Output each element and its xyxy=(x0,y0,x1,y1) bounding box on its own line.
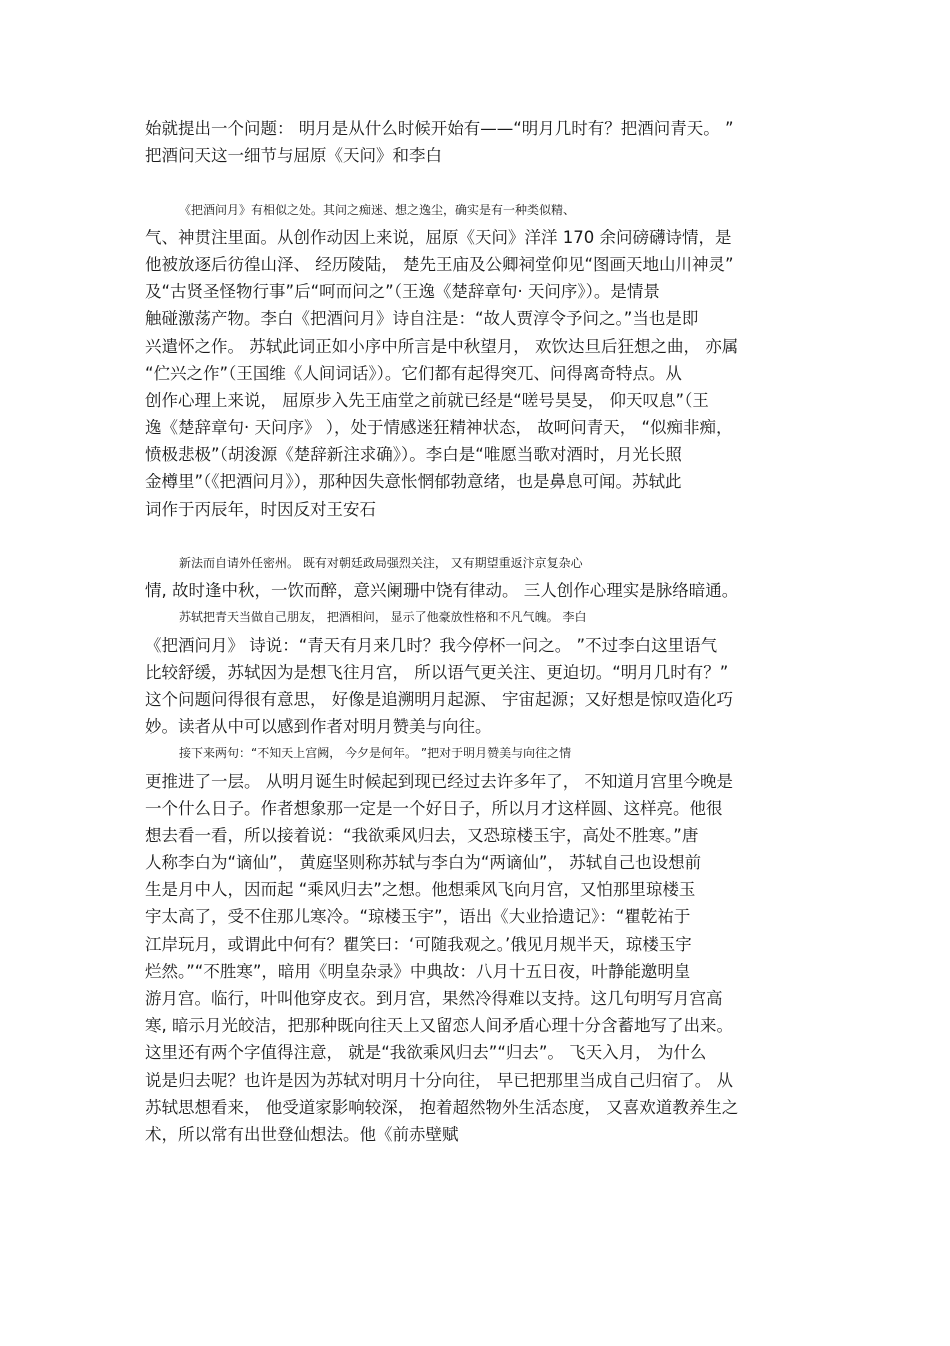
text-line: 触碰激荡产物。李白《把酒问月》诗自注是：“故人贾淳令予问之。”当也是即 xyxy=(145,309,699,329)
text-line: 这个问题问得很有意思， 好像是追溯明月起源、 宇宙起源；又好想是惊叹造化巧 xyxy=(145,689,733,709)
text-line: 寒, 暗示月光皎洁，把那种既向往天上又留恋人间矛盾心理十分含蓄地写了出来。 xyxy=(145,1016,733,1036)
text-line: 及“古贤圣怪物行事”后“呵而问之”（王逸《楚辞章句· 天问序》）。是情景 xyxy=(145,282,660,302)
document-body xyxy=(145,115,810,1148)
text-line: 术，所以常有出世登仙想法。他《前赤壁赋 xyxy=(145,1124,459,1144)
text-line: 生是月中人，因而起 “乘风归去”之想。他想乘风飞向月宫，又怕那里琼楼玉 xyxy=(145,880,696,900)
text-line: 这里还有两个字值得注意， 就是“我欲乘风归去”“归去”。 飞天入月， 为什么 xyxy=(145,1043,707,1063)
text-line: 苏轼把青天当做自己朋友， 把酒相问， 显示了他豪放性格和不凡气魄。 李白 xyxy=(179,610,587,625)
text-line: 人称李白为“谪仙”， 黄庭坚则称苏轼与李白为“两谪仙”， 苏轼自己也设想前 xyxy=(145,853,702,873)
text-line: 愤极悲极”（胡浚源《楚辞新注求确》）。李白是“唯愿当歌对酒时，月光长照 xyxy=(145,445,682,465)
paragraph xyxy=(145,550,810,1148)
paragraph-gap xyxy=(145,169,810,196)
text-line: 新法而自请外任密州。 既有对朝廷政局强烈关注， 又有期望重返汴京复杂心 xyxy=(179,556,583,570)
text-line: 情, 故时逢中秋，一饮而醉，意兴阑珊中饶有律动。 三人创作心理实是脉络暗通。 xyxy=(145,581,739,601)
paragraph-gap xyxy=(145,523,810,550)
text-line: 想去看一看，所以接着说：“我欲乘风归去，又恐琼楼玉宇，高处不胜寒。”唐 xyxy=(145,825,699,845)
text-line: 说是归去呢？也许是因为苏轼对明月十分向往， 早已把那里当成自己归宿了。 从 xyxy=(145,1070,733,1090)
text-line: 一个什么日子。作者想象那一定是一个好日子，所以月才这样圆、这样亮。他很 xyxy=(145,798,723,818)
text-line: “伫兴之作”（王国维《人间词话》）。它们都有起得突兀、问得离奇特点。从 xyxy=(145,363,682,383)
text-line: 金樽里”（《把酒问月》），那种因失意怅惘郁勃意绪，也是鼻息可闻。苏轼此 xyxy=(145,472,682,492)
text-line: 逸《楚辞章句· 天问序》 ），处于情感迷狂精神状态， 故呵问青天， “似痴非痴， xyxy=(145,418,733,438)
text-line: 始就提出一个问题： 明月是从什么时候开始有——“明月几时有？把酒问青天。 ” xyxy=(145,119,734,138)
paragraph xyxy=(145,197,810,523)
text-line: 把酒问天这一细节与屈原《天问》和李白 xyxy=(145,146,442,166)
text-line: 宇太高了，受不住那儿寒冷。“琼楼玉宇”，语出《大业拾遗记》：“瞿乾祐于 xyxy=(145,907,691,927)
text-line: 苏轼思想看来， 他受道家影响较深， 抱着超然物外生活态度， 又喜欢道教养生之 xyxy=(145,1097,739,1117)
paragraph xyxy=(145,115,810,169)
text-line: 游月宫。临行，叶叫他穿皮衣。到月宫，果然冷得难以支持。这几句明写月宫高 xyxy=(145,989,723,1008)
text-line: 江岸玩月，或谓此中何有？瞿笑曰：‘可随我观之。’俄见月规半天，琼楼玉宇 xyxy=(145,934,692,954)
text-line: 烂然。”“不胜寒”，暗用《明皇杂录》中典故：八月十五日夜，叶静能邀明皇 xyxy=(145,961,691,981)
text-line: 比较舒缓，苏轼因为是想飞往月宫， 所以语气更关注、更迫切。“明月几时有？” xyxy=(145,662,729,682)
text-line: 兴遣怀之作。 苏轼此词正如小序中所言是中秋望月， 欢饮达旦后狂想之曲， 亦属 xyxy=(145,336,739,356)
text-line: 《把酒问月》 诗说：“青天有月来几时？我今停杯一问之。 ”不过李白这里语气 xyxy=(145,635,718,655)
text-line: 妙。读者从中可以感到作者对明月赞美与向往。 xyxy=(145,717,492,737)
text-line: 《把酒问月》有相似之处。其问之痴迷、想之逸尘，确实是有一种类似精、 xyxy=(179,202,576,217)
text-line: 词作于丙辰年，时因反对王安石 xyxy=(145,499,376,519)
text-line: 创作心理上来说， 屈原步入先王庙堂之前就已经是“嗟号昊旻， 仰天叹息”（王 xyxy=(145,390,709,410)
text-line: 他被放逐后彷徨山泽、 经历陵陆， 楚先王庙及公卿祠堂仰见“图画天地山川神灵” xyxy=(145,254,734,274)
text-line: 接下来两句：“不知天上宫阙， 今夕是何年。 ”把对于明月赞美与向往之情 xyxy=(179,746,572,761)
text-line: 气、神贯注里面。从创作动因上来说，屈原《天问》洋洋 170 余问磅礴诗情，是 xyxy=(145,227,732,247)
text-line: 更推进了一层。 从明月诞生时候起到现已经过去许多年了， 不知道月宫里今晚是 xyxy=(145,771,733,791)
